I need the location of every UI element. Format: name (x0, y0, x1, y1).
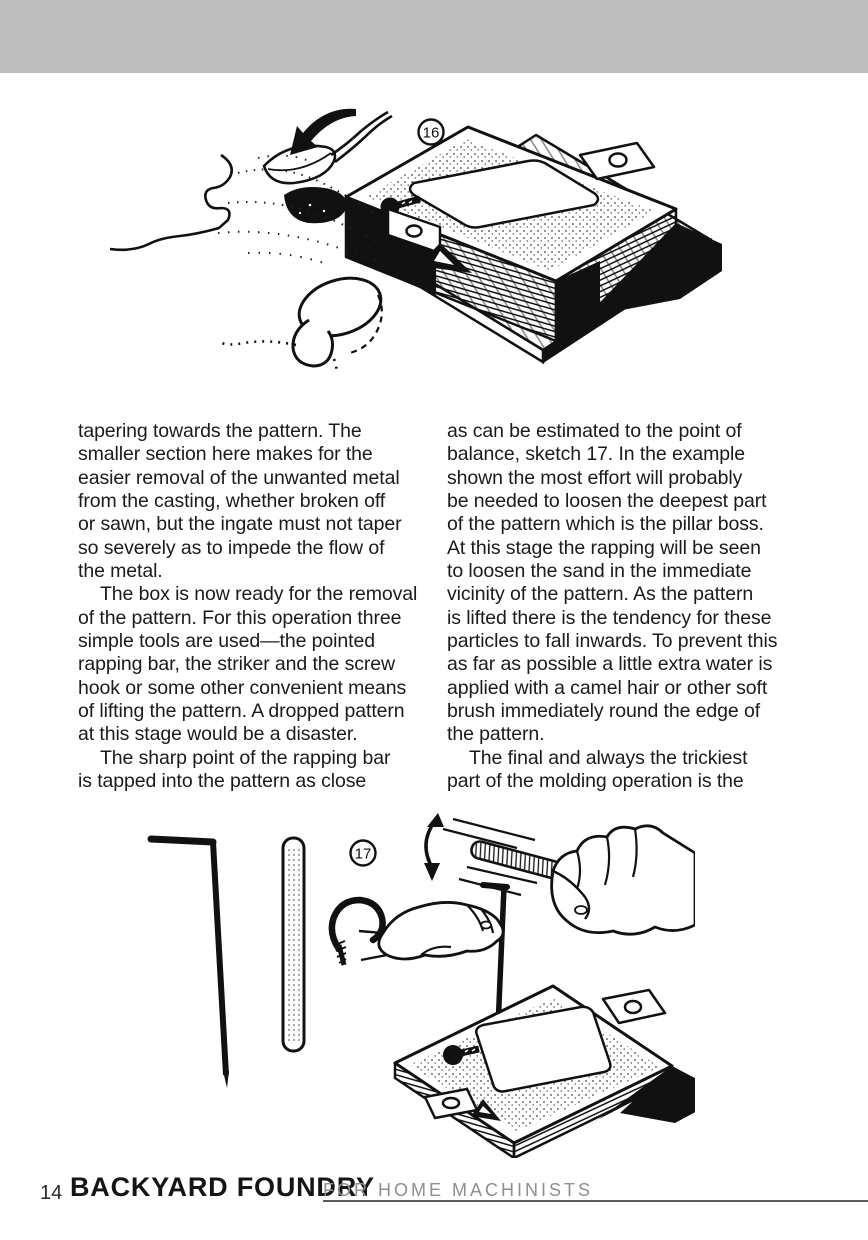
text-line: balance, sketch 17. In the example (447, 443, 745, 466)
up-down-arrow-icon (424, 813, 444, 881)
box-lug-right (603, 990, 665, 1023)
text-line: of the pattern which is the pillar boss. (447, 513, 764, 536)
text-line: The sharp point of the rapping bar (100, 746, 391, 769)
text-line: The final and always the trickiest (469, 746, 748, 769)
book-subtitle: FOR HOME MACHINISTS (323, 1180, 594, 1200)
text-line: the pattern. (447, 723, 545, 746)
text-line: tapering towards the pattern. The (78, 420, 362, 442)
text-line: particles to fall inwards. To prevent this (447, 630, 778, 653)
text-line: easier removal of the unwanted metal (78, 466, 400, 489)
thumb-nail (575, 906, 587, 914)
text-line: to loosen the sand in the immediate (447, 560, 752, 583)
text-line: at this stage would be a disaster. (78, 723, 358, 746)
text-line: or sawn, but the ingate must not taper (78, 513, 402, 536)
dark-sand-mound (284, 187, 347, 223)
figure-17-label (351, 841, 376, 866)
right-hand (552, 826, 695, 934)
text-line: of lifting the pattern. A dropped pattern (78, 700, 405, 723)
right-text-column (447, 420, 813, 794)
text-line: brush immediately round the edge of (447, 700, 761, 723)
text-line: shown the most effort will probably (447, 466, 743, 489)
left-text-column (78, 420, 438, 794)
text-line: the metal. (78, 560, 163, 583)
text-line: so severely as to impede the flow of (78, 536, 385, 559)
text-line: hook or some other convenient means (78, 676, 407, 699)
text-line: is lifted there is the tendency for these (447, 606, 772, 629)
book-title: BACKYARD FOUNDRY (70, 1172, 375, 1202)
text-line: vicinity of the pattern. As the pattern (447, 583, 754, 606)
figure-16-illustration (88, 103, 722, 371)
rapping-bar-icon (151, 839, 229, 1088)
text-line: At this stage the rapping will be seen (447, 536, 761, 559)
text-line: as can be estimated to the point of (447, 420, 742, 442)
sand-heap-outline (110, 155, 232, 250)
finger-nail (481, 922, 491, 929)
text-line: of the pattern. For this operation three (78, 606, 402, 629)
figure-17-illustration (115, 813, 695, 1158)
molding-box (395, 986, 695, 1158)
svg-text:17: 17 (354, 845, 372, 863)
svg-text:16: 16 (422, 124, 440, 142)
pattern-piece (222, 268, 388, 371)
text-line: as far as possible a little extra water is (447, 653, 773, 676)
text-line: from the casting, whether broken off (78, 490, 386, 513)
text-line: is tapped into the pattern as close (78, 770, 367, 793)
text-line: simple tools are used—the pointed (78, 630, 375, 653)
text-line: smaller section here makes for the (78, 443, 373, 466)
page-number: 14 (40, 1182, 63, 1204)
figure-16-label (419, 120, 444, 145)
text-line: applied with a camel hair or other soft (447, 676, 768, 699)
text-line: rapping bar, the striker and the screw (78, 653, 396, 676)
header-bar (0, 0, 868, 73)
text-line: be needed to loosen the deepest part (447, 490, 767, 513)
striker-icon (283, 838, 304, 1051)
footer-rule (323, 1180, 868, 1202)
text-line: part of the molding operation is the (447, 770, 744, 793)
text-line: The box is now ready for the removal (100, 583, 418, 606)
molding-box (346, 124, 722, 341)
